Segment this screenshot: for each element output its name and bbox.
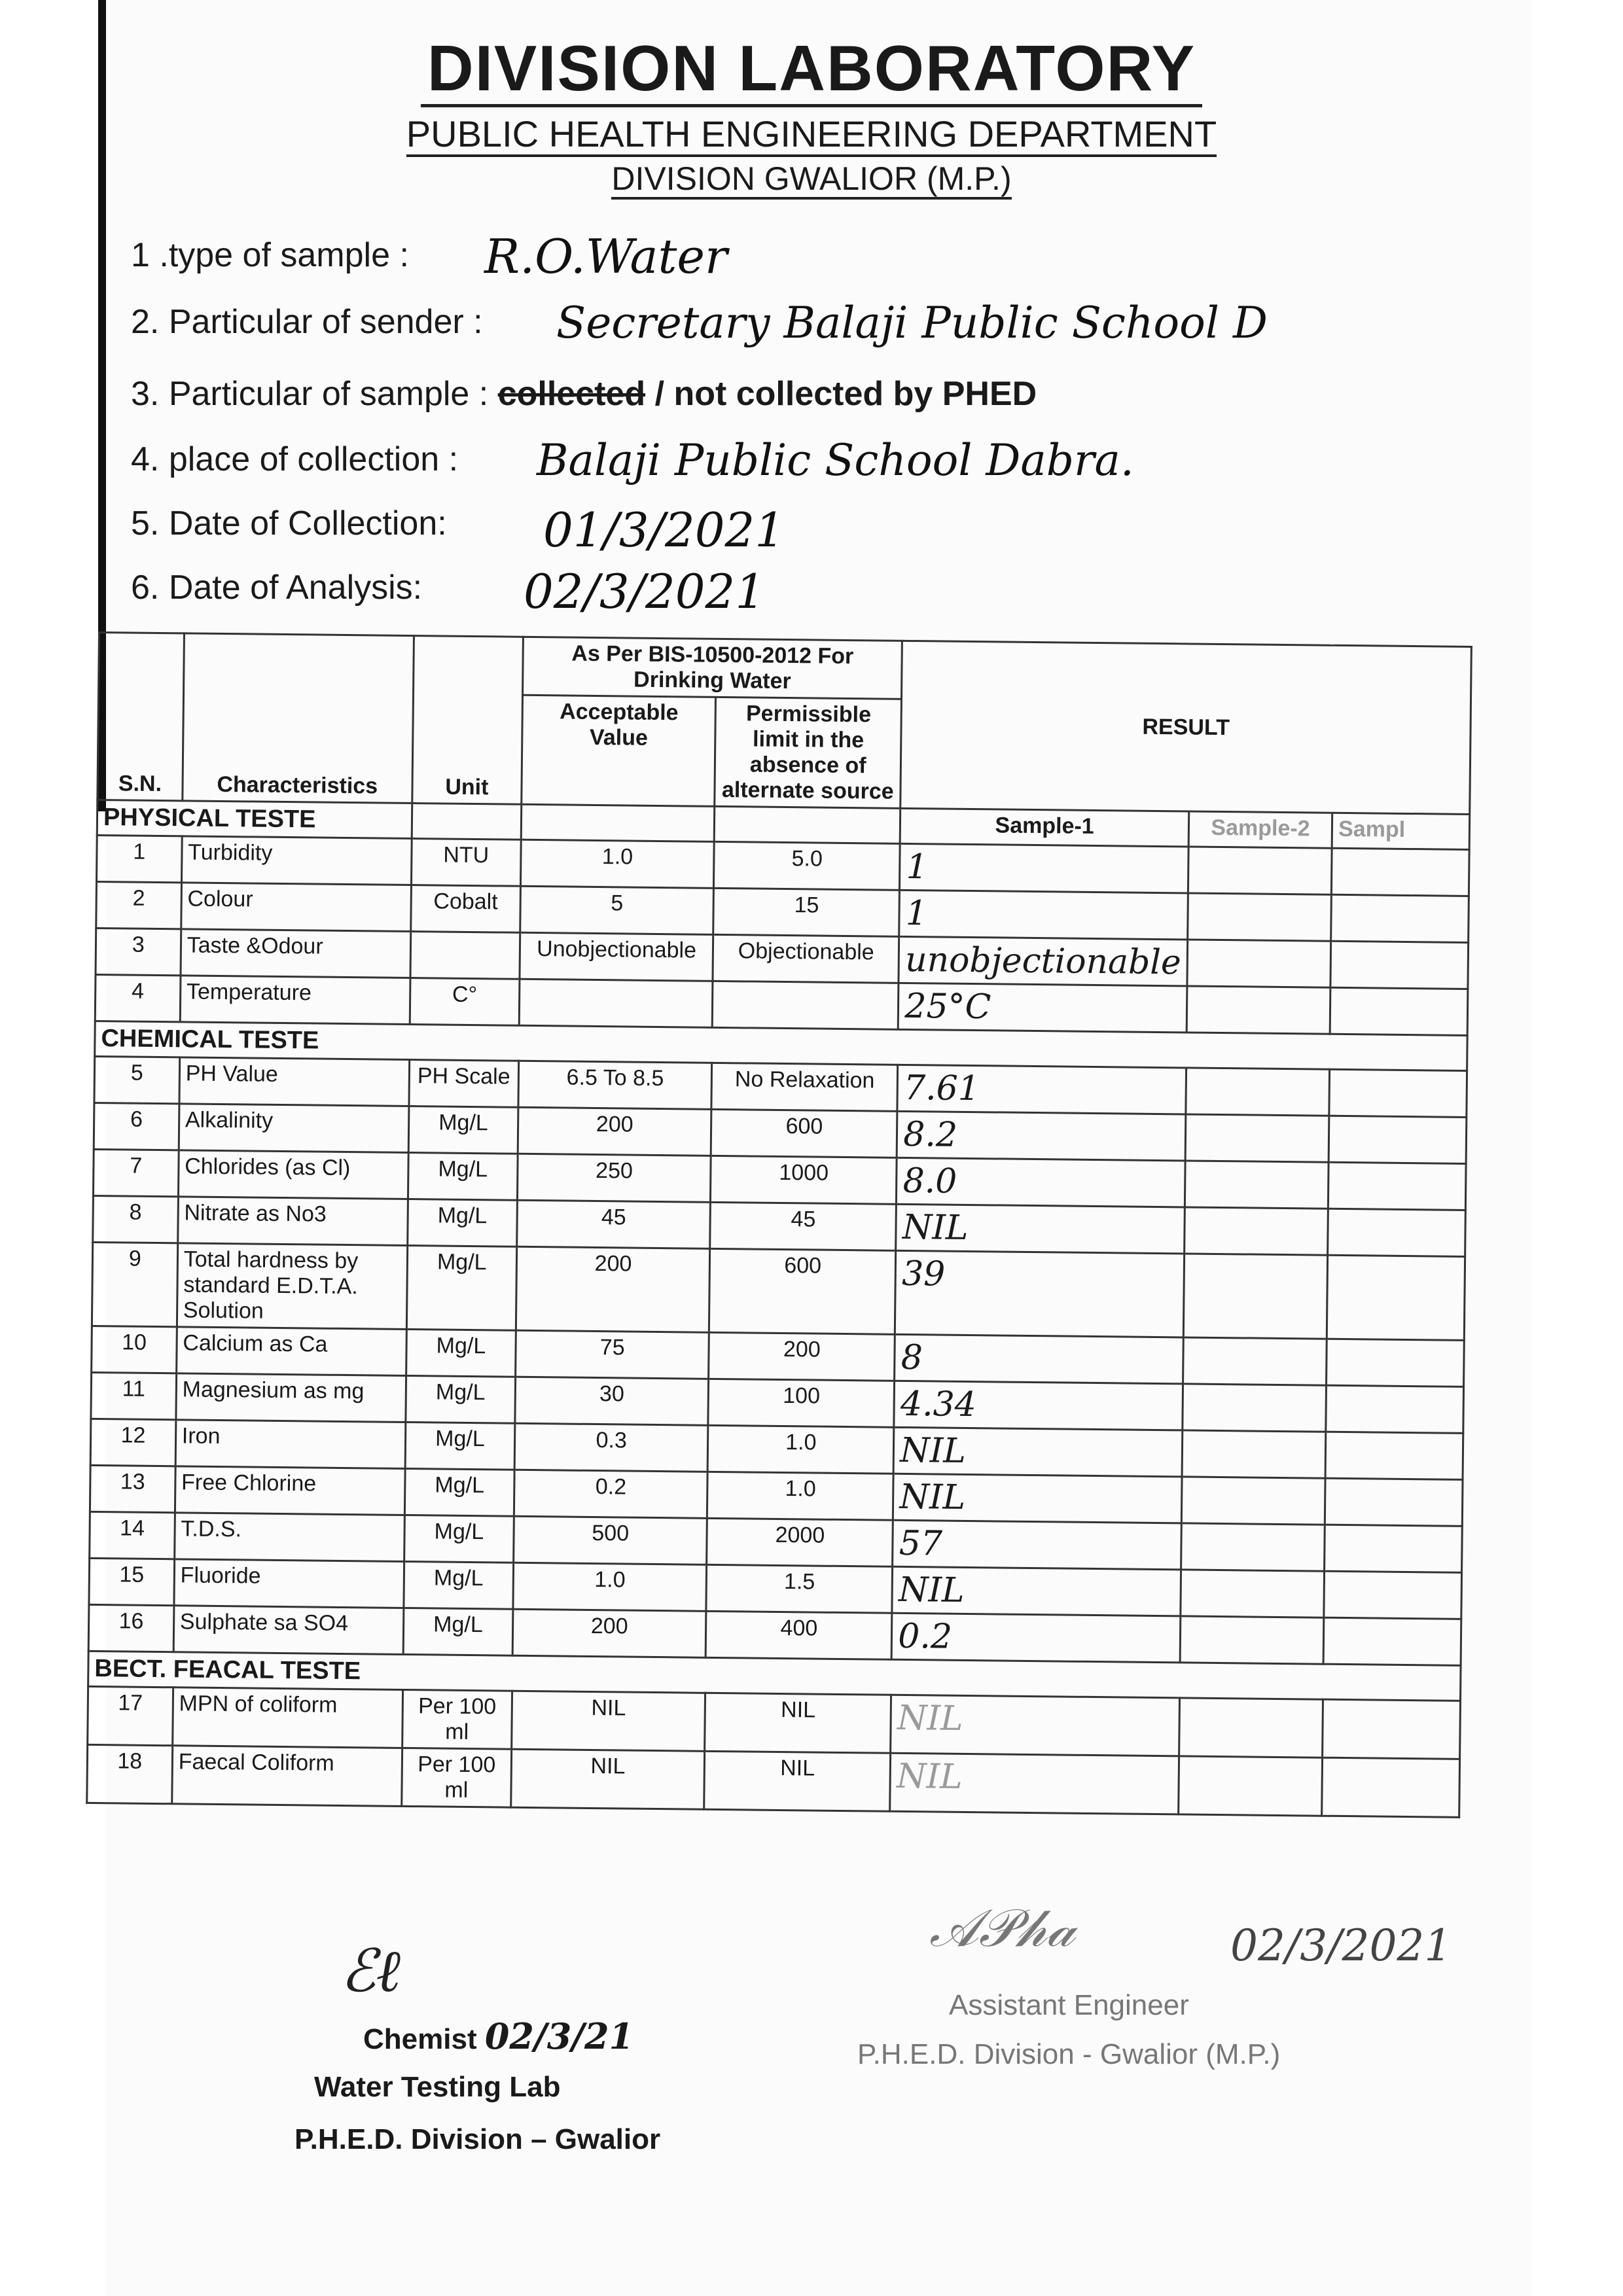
chemical-rows xyxy=(88,1056,1467,1665)
cell-permissible: 400 xyxy=(705,1611,892,1659)
cell-sn: 11 xyxy=(91,1372,177,1419)
cell-characteristic: Temperature xyxy=(180,976,410,1025)
cell-result-sample-3 xyxy=(1323,1617,1461,1665)
cell-permissible: 5.0 xyxy=(714,841,901,890)
cell-result-sample-1: unobjectionable xyxy=(899,936,1187,986)
cell-sn: 14 xyxy=(90,1511,175,1559)
cell-unit: Cobalt xyxy=(410,885,520,933)
bis-header: As Per BIS-10500-2012 For Drinking Water xyxy=(523,637,902,699)
cell-result-sample-2 xyxy=(1183,1384,1327,1432)
cell-result-sample-3 xyxy=(1325,1432,1463,1479)
cell-result-sample-2 xyxy=(1181,1477,1325,1525)
cell-sn: 16 xyxy=(88,1604,174,1651)
cell-result-sample-1: 39 xyxy=(895,1250,1185,1337)
cell-sn: 3 xyxy=(96,928,181,975)
cell-permissible: NIL xyxy=(704,1751,891,1811)
section-bact: BECT. FEACAL TESTE xyxy=(88,1651,1461,1701)
cell-characteristic: Alkalinity xyxy=(179,1104,409,1153)
cell-result-sample-1: 8.2 xyxy=(897,1111,1185,1161)
section-physical: PHYSICAL TESTE xyxy=(97,800,412,839)
cell-permissible: Objectionable xyxy=(713,934,899,983)
cell-acceptable: 200 xyxy=(512,1609,706,1657)
field-place-label: 4. place of collection : xyxy=(131,440,459,478)
col-result: RESULT xyxy=(901,641,1471,814)
cell-result-sample-2 xyxy=(1185,1207,1329,1255)
sample-1-header: Sample-1 xyxy=(901,808,1189,847)
lab-division: P.H.E.D. Division – Gwalior xyxy=(294,2123,661,2155)
cell-result-sample-3 xyxy=(1325,1525,1463,1572)
cell-result-sample-1: 1 xyxy=(900,843,1188,893)
cell-result-sample-1: NIL xyxy=(891,1695,1180,1756)
table-row xyxy=(92,1242,1465,1340)
cell-acceptable: 250 xyxy=(517,1154,711,1202)
cell-result-sample-2 xyxy=(1188,893,1332,941)
cell-sn: 13 xyxy=(90,1465,175,1512)
field-sample-type-label: 1 .type of sample : xyxy=(131,236,409,274)
cell-unit: Mg/L xyxy=(408,1106,518,1154)
cell-sn: 5 xyxy=(94,1056,180,1103)
cell-characteristic: Calcium as Ca xyxy=(176,1327,406,1376)
cell-result-sample-1: 8.0 xyxy=(897,1157,1185,1207)
cell-sn: 6 xyxy=(94,1103,179,1150)
cell-sn: 8 xyxy=(93,1195,179,1243)
cell-characteristic: Fluoride xyxy=(174,1559,404,1608)
cell-result-sample-3 xyxy=(1325,1478,1463,1526)
collected-struck: collected xyxy=(497,375,646,413)
bact-rows xyxy=(87,1686,1461,1817)
cell-characteristic: Free Chlorine xyxy=(175,1466,405,1515)
cell-permissible: 1000 xyxy=(711,1156,897,1204)
ae-division: P.H.E.D. Division - Gwalior (M.P.) xyxy=(857,2038,1281,2070)
department-name: PUBLIC HEALTH ENGINEERING DEPARTMENT xyxy=(0,113,1623,155)
cell-sn: 4 xyxy=(95,974,181,1021)
cell-result-sample-3 xyxy=(1332,848,1470,896)
lab-title: DIVISION LABORATORY xyxy=(0,31,1623,105)
cell-result-sample-1: NIL xyxy=(893,1427,1182,1477)
cell-sn: 2 xyxy=(96,881,182,928)
field-sender-value: Secretary Balaji Public School D xyxy=(556,298,1268,348)
cell-sn: 12 xyxy=(90,1419,176,1466)
cell-sn: 18 xyxy=(87,1744,173,1803)
cell-characteristic: Iron xyxy=(175,1420,406,1469)
cell-result-sample-3 xyxy=(1329,1069,1467,1117)
cell-acceptable: 1.0 xyxy=(520,839,714,888)
col-acceptable: Acceptable Value xyxy=(522,695,716,806)
cell-result-sample-2 xyxy=(1180,1616,1324,1664)
cell-result-sample-2 xyxy=(1179,1698,1323,1757)
field-analysis-date-value: 02/3/2021 xyxy=(524,564,766,619)
field-particular-sample-label: 3. Particular of sample : xyxy=(131,375,489,413)
cell-result-sample-2 xyxy=(1181,1523,1325,1571)
cell-acceptable: 6.5 To 8.5 xyxy=(518,1061,712,1109)
cell-acceptable: 0.2 xyxy=(514,1470,707,1518)
col-characteristics: Characteristics xyxy=(183,633,414,804)
cell-permissible: No Relaxation xyxy=(711,1063,898,1111)
cell-result-sample-2 xyxy=(1181,1570,1325,1617)
field-sample-type-value: R.O.Water xyxy=(484,229,728,284)
field-particular-sample xyxy=(131,374,1037,414)
cell-acceptable: 1.0 xyxy=(513,1563,707,1611)
col-sn: S.N. xyxy=(98,633,184,801)
cell-acceptable: 500 xyxy=(514,1516,707,1564)
field-collection-date-label: 5. Date of Collection: xyxy=(131,504,447,542)
cell-result-sample-1: 0.2 xyxy=(891,1613,1180,1663)
cell-sn: 17 xyxy=(88,1686,173,1745)
field-place-value: Balaji Public School Dabra. xyxy=(537,435,1134,486)
cell-acceptable: 5 xyxy=(520,886,714,934)
cell-acceptable: 0.3 xyxy=(514,1423,708,1472)
cell-result-sample-2 xyxy=(1182,1430,1326,1478)
cell-acceptable: 200 xyxy=(516,1246,710,1332)
field-sender-label: 2. Particular of sender : xyxy=(131,303,483,341)
physical-rows xyxy=(95,835,1469,1035)
cell-unit: PH Scale xyxy=(409,1060,519,1108)
cell-acceptable: 75 xyxy=(516,1330,709,1379)
cell-permissible: 100 xyxy=(708,1379,895,1427)
division-name: DIVISION GWALIOR (M.P.) xyxy=(0,160,1623,198)
cell-permissible: 600 xyxy=(709,1248,896,1334)
cell-result-sample-2 xyxy=(1183,1337,1327,1385)
cell-result-sample-2 xyxy=(1187,940,1331,987)
cell-result-sample-1: 25°C xyxy=(899,983,1187,1033)
cell-result-sample-2 xyxy=(1186,1068,1330,1116)
chemist-title: Chemist xyxy=(363,2023,477,2055)
not-collected-label: / not collected by PHED xyxy=(654,375,1037,413)
cell-result-sample-3 xyxy=(1327,1339,1465,1386)
cell-result-sample-1: 7.61 xyxy=(897,1065,1186,1114)
cell-permissible: 1.0 xyxy=(707,1472,894,1520)
cell-result-sample-3 xyxy=(1328,1209,1466,1256)
cell-result-sample-2 xyxy=(1185,1161,1329,1209)
cell-acceptable xyxy=(519,979,713,1027)
cell-result-sample-3 xyxy=(1330,987,1468,1035)
cell-permissible: 2000 xyxy=(707,1518,893,1566)
cell-characteristic: Nitrate as No3 xyxy=(177,1197,408,1246)
chemist-label xyxy=(363,2015,633,2057)
cell-sn: 1 xyxy=(96,835,182,882)
cell-acceptable: NIL xyxy=(511,1749,705,1809)
cell-unit: Mg/L xyxy=(407,1199,517,1247)
cell-result-sample-3 xyxy=(1329,1116,1467,1163)
cell-characteristic: MPN of coliform xyxy=(172,1687,402,1748)
cell-characteristic: Total hardness by standard E.D.T.A. Solution xyxy=(177,1243,407,1330)
cell-result-sample-3 xyxy=(1327,1255,1465,1340)
cell-permissible: 200 xyxy=(709,1332,895,1381)
cell-sn: 15 xyxy=(89,1558,175,1605)
chemist-signature: ℰℓ xyxy=(340,1937,401,2005)
cell-unit: Per 100 ml xyxy=(402,1689,512,1749)
cell-acceptable: 30 xyxy=(515,1377,709,1425)
cell-characteristic: Magnesium as mg xyxy=(176,1373,406,1422)
cell-unit: Mg/L xyxy=(406,1329,516,1377)
cell-result-sample-1: 57 xyxy=(893,1520,1181,1570)
cell-characteristic: Taste &Odour xyxy=(181,929,411,978)
cell-sn: 7 xyxy=(93,1149,179,1196)
cell-result-sample-1: 4.34 xyxy=(894,1381,1183,1430)
lab-name: Water Testing Lab xyxy=(314,2071,561,2103)
col-unit: Unit xyxy=(412,636,523,805)
cell-permissible: 600 xyxy=(711,1109,897,1157)
cell-acceptable: Unobjectionable xyxy=(520,932,713,981)
cell-unit: Mg/L xyxy=(408,1153,518,1201)
col-permissible: Permissible limit in the absence of alternate source xyxy=(715,697,902,808)
cell-unit: Mg/L xyxy=(404,1561,514,1609)
cell-unit: Mg/L xyxy=(405,1422,515,1470)
cell-unit: Mg/L xyxy=(406,1375,516,1423)
cell-permissible: 15 xyxy=(713,888,900,936)
cell-unit: Mg/L xyxy=(404,1515,514,1563)
cell-characteristic: Turbidity xyxy=(181,836,412,885)
cell-unit: Mg/L xyxy=(406,1245,517,1330)
ae-title: Assistant Engineer xyxy=(949,1989,1189,2021)
cell-sn: 10 xyxy=(92,1326,177,1373)
cell-result-sample-1: NIL xyxy=(896,1204,1185,1254)
cell-characteristic: Faecal Coliform xyxy=(172,1746,402,1807)
cell-result-sample-1: NIL xyxy=(890,1753,1179,1814)
field-analysis-date-label: 6. Date of Analysis: xyxy=(131,569,423,607)
cell-unit: C° xyxy=(410,978,520,1026)
cell-result-sample-2 xyxy=(1185,1114,1329,1162)
cell-result-sample-1: 8 xyxy=(895,1334,1183,1384)
cell-permissible: 45 xyxy=(710,1202,897,1250)
cell-permissible: 1.0 xyxy=(707,1425,894,1474)
cell-result-sample-1: NIL xyxy=(893,1474,1182,1523)
cell-result-sample-3 xyxy=(1326,1385,1464,1433)
cell-result-sample-3 xyxy=(1330,941,1469,989)
cell-result-sample-3 xyxy=(1322,1757,1460,1817)
cell-unit: Per 100 ml xyxy=(401,1748,511,1807)
cell-permissible: NIL xyxy=(705,1693,891,1753)
chemist-date: 02/3/21 xyxy=(484,2015,634,2057)
cell-characteristic: Sulphate sa SO4 xyxy=(173,1606,404,1655)
cell-acceptable: NIL xyxy=(512,1691,705,1751)
section-chemical: CHEMICAL TESTE xyxy=(95,1021,1467,1070)
results-table xyxy=(86,631,1472,1818)
cell-unit: NTU xyxy=(411,839,521,887)
cell-result-sample-3 xyxy=(1323,1699,1461,1759)
cell-result-sample-3 xyxy=(1329,1162,1467,1210)
ae-date: 02/3/2021 xyxy=(1230,1920,1452,1971)
cell-unit: Mg/L xyxy=(403,1608,513,1655)
cell-result-sample-2 xyxy=(1179,1756,1323,1816)
table-header-row xyxy=(99,633,1472,705)
cell-characteristic: T.D.S. xyxy=(174,1513,404,1562)
cell-result-sample-2 xyxy=(1183,1254,1328,1339)
cell-characteristic: PH Value xyxy=(179,1057,410,1106)
cell-result-sample-1: 1 xyxy=(899,890,1188,940)
cell-characteristic: Colour xyxy=(181,883,412,932)
cell-result-sample-3 xyxy=(1331,894,1469,942)
sample-3-header: Sampl xyxy=(1332,813,1469,849)
cell-characteristic: Chlorides (as Cl) xyxy=(178,1150,408,1199)
cell-unit xyxy=(410,932,520,980)
cell-unit: Mg/L xyxy=(404,1468,514,1516)
cell-result-sample-2 xyxy=(1188,847,1332,894)
cell-result-sample-1: NIL xyxy=(892,1566,1181,1616)
cell-result-sample-2 xyxy=(1186,986,1330,1034)
cell-permissible xyxy=(712,981,899,1029)
ae-signature: 𝒜𝒫𝒽𝒶 xyxy=(929,1898,1076,1958)
cell-result-sample-3 xyxy=(1324,1571,1462,1619)
field-collection-date-value: 01/3/2021 xyxy=(543,503,785,557)
cell-permissible: 1.5 xyxy=(706,1564,893,1613)
cell-sn: 9 xyxy=(92,1242,177,1326)
cell-acceptable: 200 xyxy=(518,1107,711,1156)
sample-2-header: Sample-2 xyxy=(1188,811,1332,848)
cell-acceptable: 45 xyxy=(517,1200,711,1248)
